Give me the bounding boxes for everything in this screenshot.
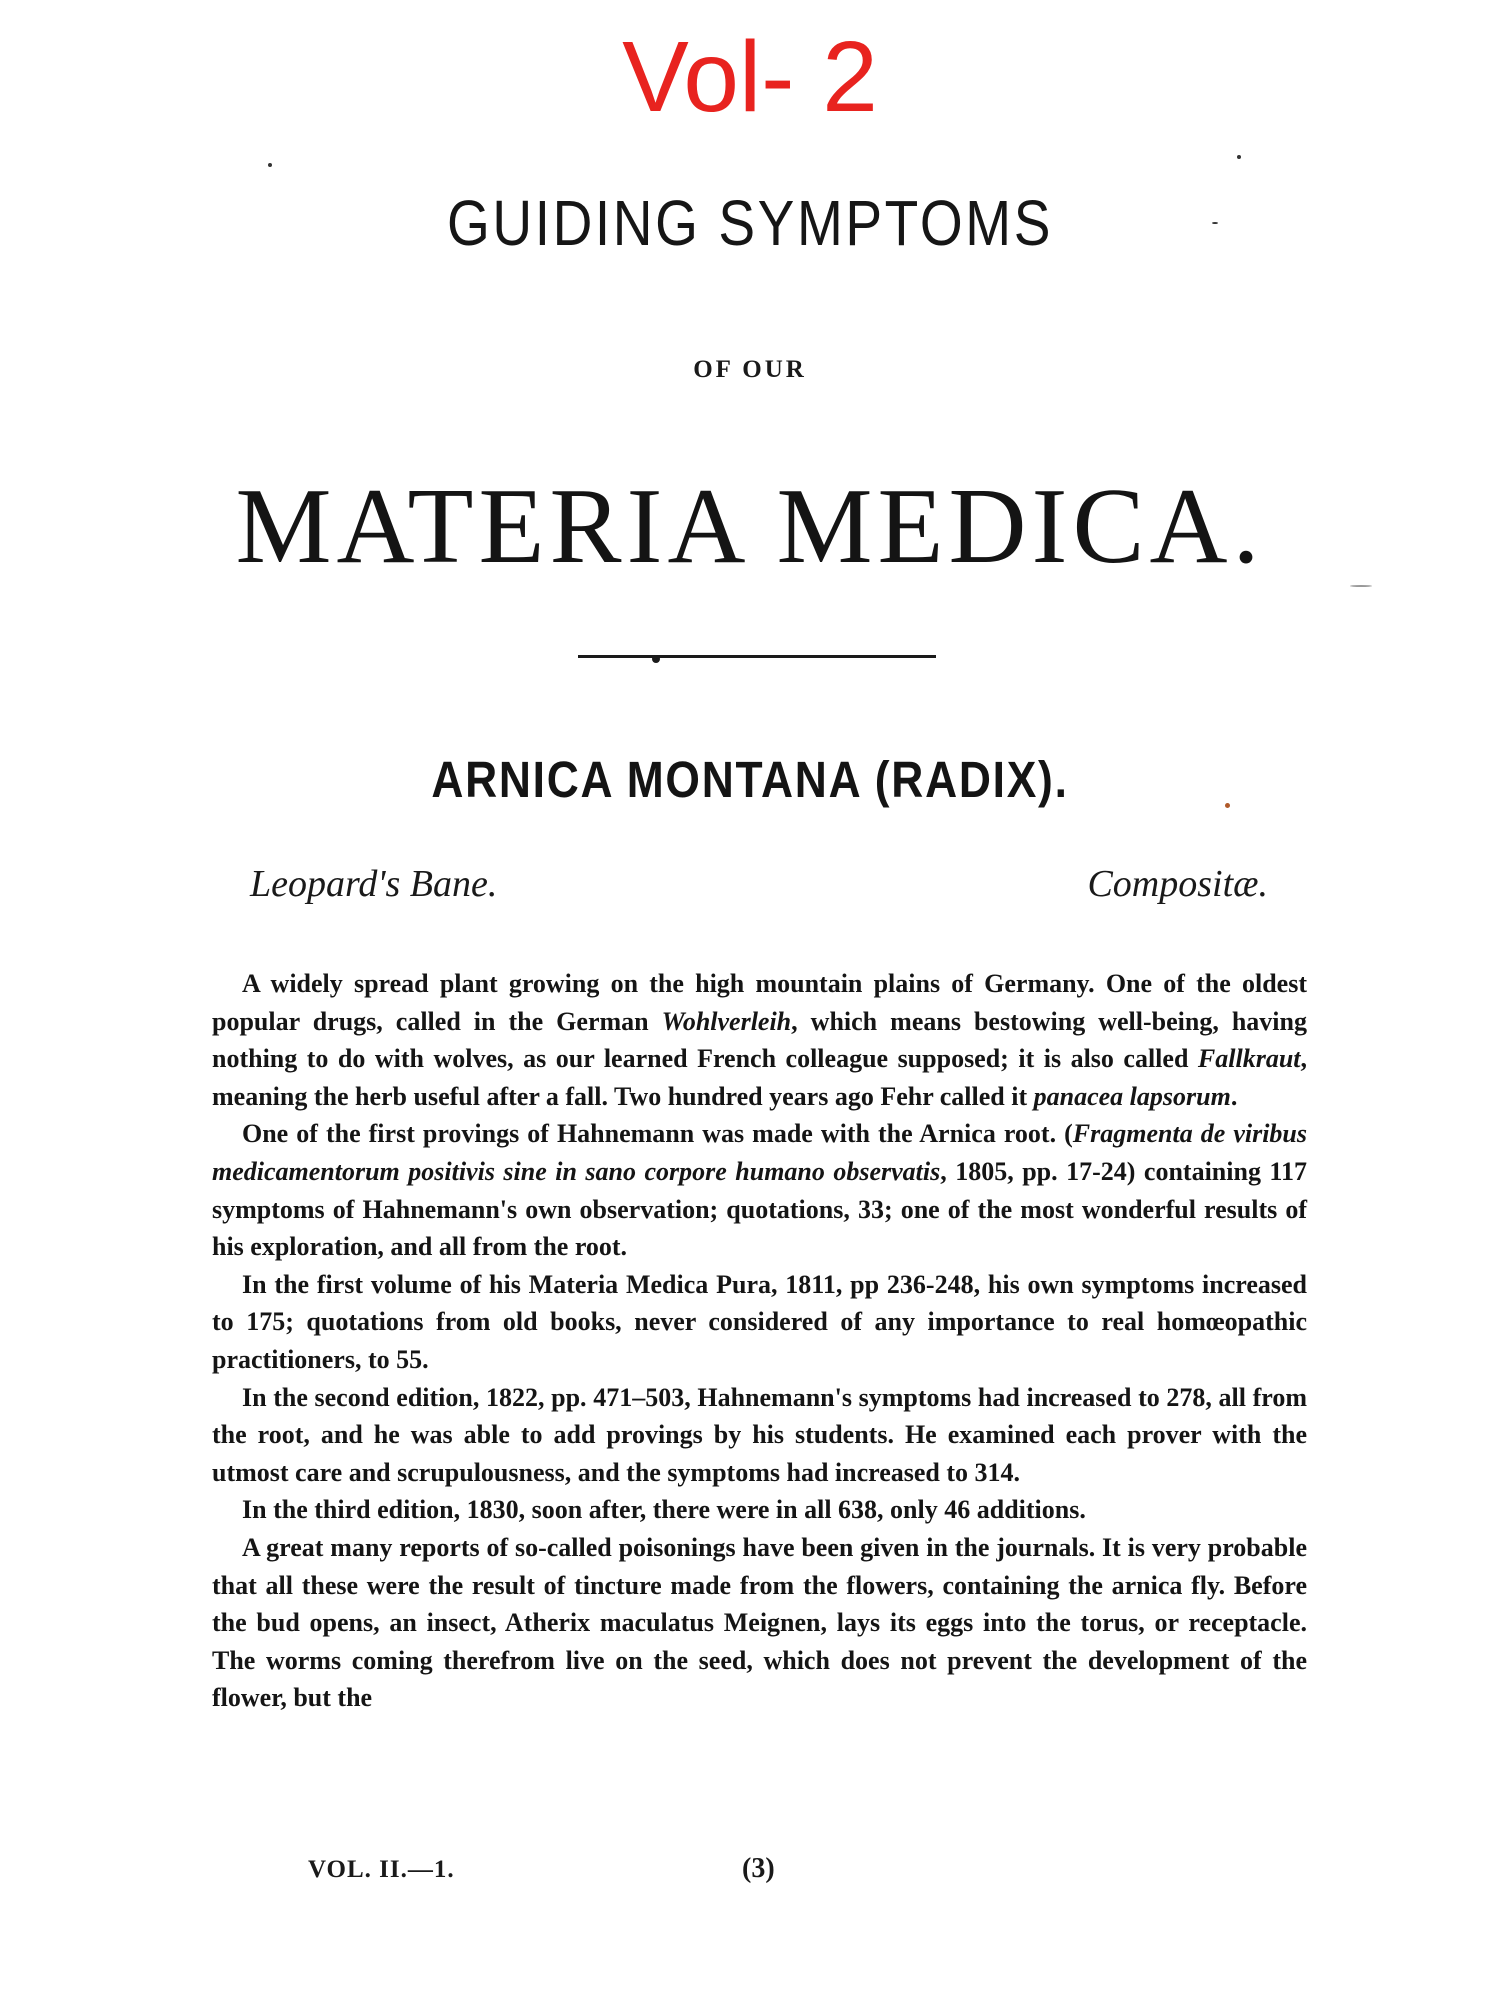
body-paragraph [212,1115,1307,1265]
paragraph-text: . [1230,1081,1238,1111]
scan-speck [1350,585,1372,587]
body-paragraph [212,1491,1307,1529]
body-paragraph [212,1529,1307,1717]
page-number: (3) [742,1853,775,1884]
paragraph-text: In the first volume of his Materia Medica Pura, 1811, pp 236-248, his own symptoms increased to 175; quotations from old books, never considered of any importance to real homœopathic practitioners, to 55. [212,1269,1307,1374]
scan-speck [1212,222,1218,224]
common-name: Leopard's Bane. [250,863,498,905]
volume-label: Vol- 2 [622,21,878,133]
scan-speck [268,163,272,167]
italic-term: Fallkraut [1197,1044,1301,1074]
book-title: GUIDING SYMPTOMS [446,187,1054,259]
paragraph-text: In the second edition, 1822, pp. 471–503, Hahnemann's symptoms had increased to 278, all from the root, and he was able to add provings by his students. He examined each prover with the utmost care and scrupulousness, and the symptoms had increased to 314. [212,1382,1307,1487]
scan-speck [1225,803,1230,808]
book-title-connector: OF OUR [693,356,807,383]
body-paragraph [212,1379,1307,1492]
italic-term: Wohlverleih [661,1006,792,1036]
body-text [212,965,1307,1717]
body-paragraph [212,965,1307,1115]
title-divider-rule [578,655,936,658]
italic-term: Fragmenta de viribus medicamentorum positivis sine in sano corpore humano observatis [212,1119,1308,1186]
footer-signature: VOL. II.—1. [308,1856,455,1883]
paragraph-text: , 1805, pp. 17-24) containing 117 symptoms of Hahnemann's own observation; quotations, 33; one of the most wonderful results of his exploration, and all from the root. [212,1156,1307,1262]
paragraph-text: A great many reports of so-called poisonings have been given in the journals. It is very probable that all these were the result of tincture made from the flowers, containing the arnica fly. Before the bud opens, an insect, Atherix maculatus Meignen, lays its eggs into the torus, or receptacle. The worms coming therefrom live on the seed, which does not prevent the development of the flower, but the [212,1532,1307,1713]
book-title-main: MATERIA MEDICA. [235,467,1265,586]
paragraph-text: In the third edition, 1830, soon after, there were in all 638, only 46 additions. [242,1495,1086,1525]
paragraph-text: One of the first provings of Hahnemann was made with the Arnica root. ( [242,1119,1073,1149]
paragraph-text: , meaning the herb useful after a fall. Two hundred years ago Fehr called it [212,1044,1307,1111]
section-heading: ARNICA MONTANA (RADIX). [431,751,1069,808]
paragraph-text: A widely spread plant growing on the high mountain plains of Germany. One of the oldest popular drugs, called in the German [212,969,1307,1036]
body-paragraph [212,1266,1307,1379]
italic-term: panacea lapsorum [1033,1081,1231,1111]
scan-speck [1237,155,1241,159]
plant-family: Compositæ. [1087,863,1268,905]
divider-ornament [652,655,660,663]
paragraph-text: , which means bestowing well-being, having nothing to do with wolves, as our learned French colleague supposed; it is also called [212,1006,1307,1074]
